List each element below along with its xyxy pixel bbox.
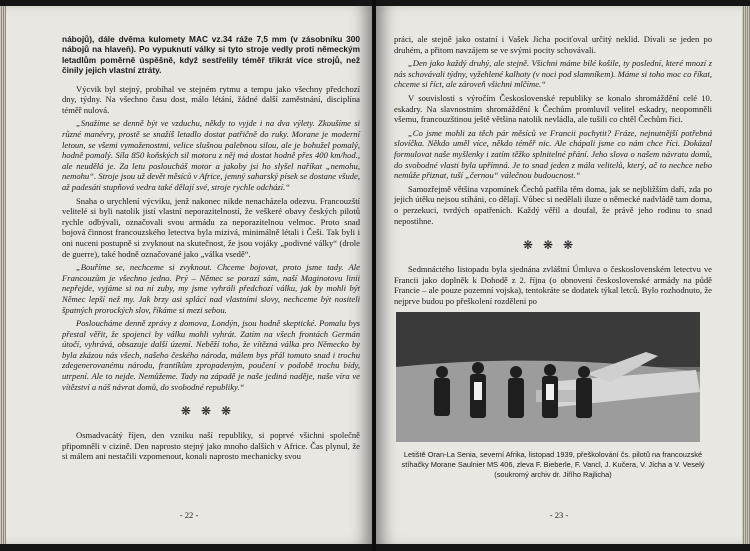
quote-paragraph: „Den jako každý druhý, ale stejně. Všichni máme bílé košile, ty poslední, které mnozí z nás schovávali týdny, vyžehlené kalhoty (v noci pod slamníkem). Máme si toho moc co říkat, chceme si říct, ale zároveň všichni mlčíme.“ bbox=[394, 58, 712, 90]
paragraph: práci, ale stejně jako ostatní i Vašek Jícha pociťoval určitý neklid. Dívali se jeden po druhém, a přitom navzájem se ve svými pocity schovávali. bbox=[394, 34, 712, 55]
photograph-of-airmen-icon bbox=[396, 312, 700, 442]
left-page bbox=[6, 6, 372, 544]
paragraph: Osmadvacátý říjen, den vzniku naší republiky, si poprvé všichni společně připomněli v cizině. Den naprosto stejný jako mnoho dalších v Africe. Čas plynul, že si málem ani nestačili vzpomenout, konali naprosto mechanicky svou bbox=[62, 430, 360, 462]
quote-paragraph: Posloucháme denně zprávy z domova, Londýn, jsou hodně skeptické. Pomalu bys přestal věřit, že spojenci by válku mohli vyhrát. Zatím na všech frontách Germán útočí, vyhrává, obsazuje další území. Neběží toho, že vítězná válka pro Německo by byla zkázou nás všech, našeho českého národa, málem bys přál tomuto snad i trochu zdegenerovanému národu, frantíkům zpropadeným, poučení v podobě trochu bídy, utrpení. Ale to nejde. Nemůžeme. Tady na západě je naše jediná naděje, naše víra ve vítězství a náš návrat domů, do svobodné republiky.“ bbox=[62, 318, 360, 392]
right-page bbox=[376, 6, 742, 544]
paragraph-lead: nábojů), dále dvěma kulomety MAC vz.34 ráže 7,5 mm (v zásobníku 300 nábojů na hlaveň). Po vypuknutí války si tyto stroje vedly proti německým letadlům poměrně úspěšně, když sestřelily téměř třikrát více strojů, než činily jejich vlastní ztráty. bbox=[62, 34, 360, 76]
photo-caption: Letiště Oran-La Senia, severní Afrika, listopad 1939, přeškolování čs. pilotů na francouzské stíhačky Morane Saulnier MS 406, zleva F. Bieberle, F. Vancl, J. Kučera, V. Jícha a V. Veselý (soukromý archiv dr. Jiřího Rajlicha) bbox=[401, 450, 705, 479]
section-divider-stars: ❋❋❋ bbox=[522, 238, 584, 253]
page-number: - 22 - bbox=[179, 510, 199, 520]
paragraph: Snaha o urychlení výcviku, jenž nakonec nikde nenacházela odezvu. Francouzští velitelé si byli natolik jistí vlastní neporazitelností, že veškeré obavy českých pilotů rychle odbývali, označovali svou armádu za neporazitelnou velmoc. Proto snad bojová činnost francouzského letectva byla mizivá, minimálně létali i Češi. Tak byli i oni nuceni postupně si zvyknout na skutečnost, že jsou vojáky „podivné války“ (drole de guerre), také hodně označované jako „válka vsedě“. bbox=[62, 195, 360, 259]
paragraph: Samozřejmě většina vzpomínek Čechů patřila těm doma, jak se nejbližším daří, zda po jejich útěku nejsou stíháni, co dělají. Vůbec si nedělali iluze o německé nadvládě tam doma, o perzekuci, tvrdých opatřeních. Každý věřil a doufal, že právě jeho rodinu to snad nepostihne. bbox=[394, 183, 712, 226]
quote-paragraph: „Bouříme se, nechceme si zvyknout. Chceme bojovat, proto jsme tady. Ale Francouzům je všechno jedno. Prý – Němec se porazí sám, naší Maginotovu linii nepřejde, vyjáme si na ní zuby, my jsme vyhráli předchozí válku, jak by mohli být Němec lepší než my. Jak brzy asi splácí nad vlastními slovy, nechceme být nositeli špatných prorockých slov, říkáme si mezi sebou. bbox=[62, 262, 360, 315]
paragraph: Sedmnáctého listopadu byla sjednána zvláštní Úmluva o československém letectvu ve Francii jako doplněk k Dohodě z 2. října (o obnovení československé armády na půdě Francie – ale pouze pozemní vojska), tentokráte se dodatek týkal letců. Bylo rozhodnuto, že nejprve budou po přeškolení rozděleni po bbox=[394, 264, 712, 306]
page-number: - 23 - bbox=[549, 510, 569, 520]
quote-paragraph: „Co jsme mohli za těch pár měsíců ve Francii pochytit? Fráze, nejnutnější potřebná slovíčka. Někdo uměl více, někdo téměř nic. Ale chápali jsme co nám chce říci. Dokázal formulovat naše myšlenky i zatím těžko splnitelné přání. Jeho slova o našem návratu domů, do svobodné vlasti byla upřímná. Je to snad jeden z mála velitelů, který, ač to nechce nebo nemůže přiznat, tuší „černou“ válečnou budoucnost.“ bbox=[394, 127, 712, 181]
paragraph: Výcvik byl stejný, probíhal ve stejném rytmu a tempu jako všechny předchozí dny, týdny. Na všechno času dost, málo létání, žádné další zaměstnání, disciplína téměř nulová. bbox=[62, 83, 360, 115]
quote-paragraph: „Snažíme se denně být ve vzduchu, někdy to vyjde i na dva výlety. Zkoušíme si různé manévry, prostě se snažíš letadlo dostat patřičně do ruky. Morane je moderní letoun, se všemi vymoženostmi, velice slušnou palebnou silou, ale je bohužel pomalý, hodně pomalý. Síla 850 koňských sil motoru z něj má dostat hodně přes 400 km/hod., ale neudělá je. Za letu posloucháš motor a jakoby jsi ho slyšel naříkat „nemohu, nemohu“. Stroje jsou už devět měsíců v Africe, jemný saharský písek se dostane všude, až padesáti stupňová vedra také dělají své, stroje rychle odchází.“ bbox=[62, 118, 360, 192]
photo-illustration bbox=[396, 312, 700, 442]
section-divider-stars: ❋❋❋ bbox=[180, 404, 242, 419]
page-edges-right bbox=[742, 6, 750, 544]
paragraph: V souvislosti s výročím Československé republiky se konalo shromáždění celé 10. eskadry. Na slavnostním shromáždění k Čechům promluvil velitel eskadry, neopomněli všemu, francouzštinou ještě většina natolik nevládla, ale tušili co chtěl Čechům říci. bbox=[394, 92, 712, 125]
